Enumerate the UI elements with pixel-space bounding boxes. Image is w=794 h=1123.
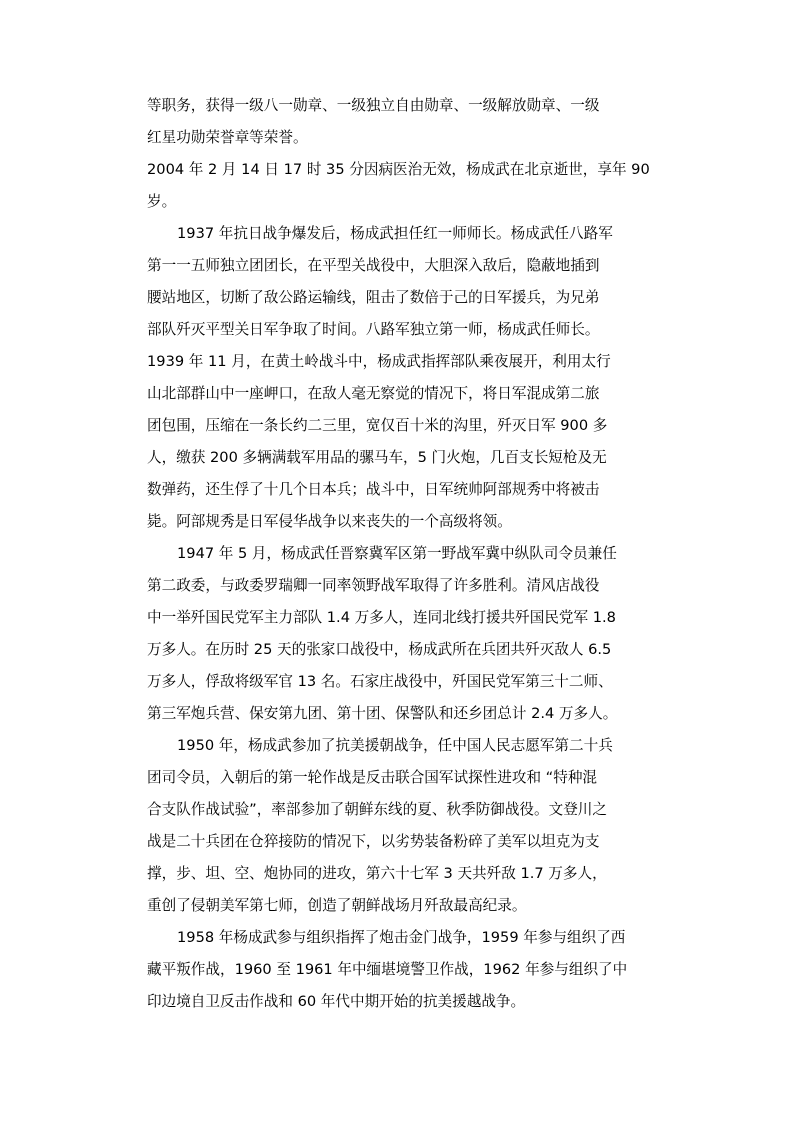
text-line: 印边境自卫反击作战和 60 年代中期开始的抗美援越战争。 [147, 993, 526, 1010]
paragraph-awards [147, 90, 659, 154]
text-line: 第三军炮兵营、保安第九团、第十团、保警队和还乡团总计 2.4 万多人。 [147, 705, 618, 722]
text-line: 1937 年抗日战争爆发后，杨成武担任红一师师长。杨成武任八路军 [177, 225, 613, 242]
text-line: 2004 年 2 月 14 日 17 时 35 分因病医治无效，杨成武在北京逝世，享年 90 [147, 161, 650, 178]
text-line: 1950 年，杨成武参加了抗美援朝战争，任中国人民志愿军第二十兵 [177, 737, 613, 754]
text-line: 红星功勋荣誉章等荣誉。 [147, 129, 308, 146]
text-line: 团包围，压缩在一条长约二三里，宽仅百十米的沟里，歼灭日军 900 多 [147, 417, 608, 434]
paragraph-later-operations [147, 922, 659, 1018]
paragraph-death [147, 154, 659, 218]
text-line: 人，缴获 200 多辆满载军用品的骡马车，5 门火炮，几百支长短枪及无 [147, 449, 607, 466]
text-line: 毙。阿部规秀是日军侵华战争以来丧失的一个高级将领。 [147, 513, 512, 530]
text-line: 数弹药，还生俘了十几个日本兵；战斗中，日军统帅阿部规秀中将被击 [147, 481, 600, 498]
text-line: 重创了侵朝美军第七师，创造了朝鲜战场月歼敌最高纪录。 [147, 897, 527, 914]
text-line: 第二政委，与政委罗瑞卿一同率领野战军取得了许多胜利。清风店战役 [147, 577, 600, 594]
text-line: 万多人，俘敌将级军官 13 名。石家庄战役中，歼国民党军第三十二师、 [147, 673, 613, 690]
text-line: 1958 年杨成武参与组织指挥了炮击金门战争，1959 年参与组织了西 [177, 929, 626, 946]
text-line: 山北部群山中一座岬口，在敌人毫无察觉的情况下，将日军混成第二旅 [147, 385, 600, 402]
text-line: 1947 年 5 月，杨成武任晋察冀军区第一野战军冀中纵队司令员兼任 [177, 545, 617, 562]
paragraph-liberation-war [147, 538, 659, 730]
paragraph-anti-japanese-war [147, 218, 659, 538]
paragraph-korean-war [147, 730, 659, 922]
text-line: 腰站地区，切断了敌公路运输线，阻击了数倍于己的日军援兵，为兄弟 [147, 289, 600, 306]
text-line: 岁。 [147, 193, 177, 210]
text-line: 合支队作战试验”，率部参加了朝鲜东线的夏、秋季防御战役。文登川之 [147, 801, 607, 818]
text-line: 中一举歼国民党军主力部队 1.4 万多人，连同北线打援共歼国民党军 1.8 [147, 609, 616, 626]
text-line: 等职务，获得一级八一勋章、一级独立自由勋章、一级解放勋章、一级 [147, 97, 600, 114]
document-page [147, 90, 659, 1018]
text-line: 万多人。在历时 25 天的张家口战役中，杨成武所在兵团共歼灭敌人 6.5 [147, 641, 612, 658]
text-line: 1939 年 11 月，在黄土岭战斗中，杨成武指挥部队乘夜展开，利用太行 [147, 353, 611, 370]
text-line: 撑，步、坦、空、炮协同的进攻，第六十七军 3 天共歼敌 1.7 万多人， [147, 865, 607, 882]
text-line: 战是二十兵团在仓猝接防的情况下，以劣势装备粉碎了美军以坦克为支 [147, 833, 600, 850]
text-line: 团司令员，入朝后的第一轮作战是反击联合国军试探性进攻和 “特种混 [147, 769, 598, 786]
text-line: 藏平叛作战，1960 至 1961 年中缅堪境警卫作战，1962 年参与组织了中 [147, 961, 628, 978]
text-line: 第一一五师独立团团长，在平型关战役中，大胆深入敌后，隐蔽地插到 [147, 257, 600, 274]
text-line: 部队歼灭平型关日军争取了时间。八路军独立第一师，杨成武任师长。 [147, 321, 600, 338]
